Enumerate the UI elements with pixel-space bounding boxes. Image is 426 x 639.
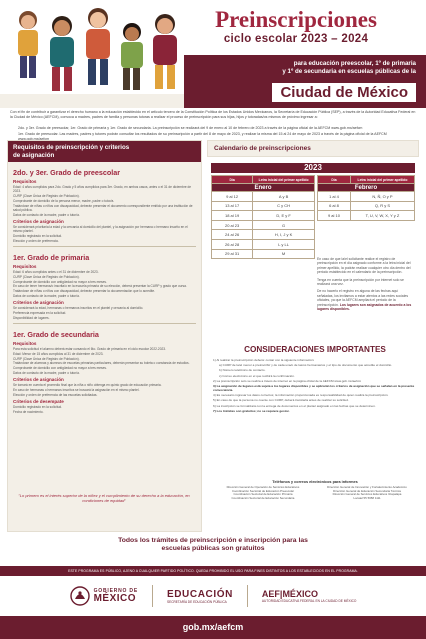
calendar-note: Tenga en cuenta que la preinscripción por internet solo se realizará una vez. — [317, 277, 404, 287]
aef-subtext: AUTORIDAD EDUCATIVA FEDERAL EN LA CIUDAD DE MÉXICO — [261, 599, 357, 603]
table-cell: 20 al 23 — [212, 220, 253, 230]
list-item: Tratándose de alumnas y alumnos de escuelas primarias particulares, deberán presentar su boleta o constancia de estudios. — [13, 361, 190, 366]
table-cell: Q, R y S — [350, 201, 414, 211]
month-label: Enero — [212, 184, 315, 192]
list-item: Comprobante de domicilio con antigüedad no mayor a tres meses. — [13, 366, 107, 371]
list-item: 1) Al realizar la preinscripción deberá: contar con la siguiente información: — [213, 358, 315, 362]
educacion-subtext: SECRETARÍA DE EDUCACIÓN PÚBLICA — [166, 599, 227, 604]
list-item: Domicilio registrado en la solicitud. — [13, 404, 63, 409]
criteria-label: Criterios de asignación — [13, 300, 64, 306]
list-item: En caso de tener hermana/o inscrita/o en la escuela primaria de su elección, deberá presentar la CURP y grado que cursa. — [13, 284, 187, 289]
requirements-label: Requisitos — [13, 263, 37, 269]
calendar-notes — [317, 257, 415, 314]
column-header-day: Día — [212, 176, 253, 184]
list-item: Se considerará la edad, hermanas o hermanos inscritos en el plantel y cercanía al domicilio. — [13, 306, 144, 311]
contact-entry: Coordinación Sectorial de Educación Secundaria — [231, 496, 295, 501]
list-item: b) Número telefónico de contacto. — [219, 368, 266, 373]
contact-column-left — [213, 486, 313, 501]
table-cell: D, E y F — [253, 211, 315, 221]
intro-paragraph: Con el fin de contribuir a garantizar el derecho humano a la educación establecido en el artículo tercero de la Constitución Política de los Estados Unidos Mexicanos, la Secretaría de Educación Pública (SEP), a través de la Autoridad Educativa Federal en la Ciudad de México (AEFCM), convoca a madres, padres de familia y personas tutoras a realizar el proceso de preinscripción para sus hijas, hijos y tutoradas/os mismos de próximo ingresar a: — [10, 110, 416, 119]
contact-info — [213, 480, 417, 530]
tiebreak-label: Criterios de desempate — [13, 398, 64, 404]
contact-entry: Dirección General de Servicios Educativos Iztapalapa — [332, 492, 402, 497]
educacion-logo — [167, 589, 233, 604]
list-item: En caso de hermanas o hermanos inscritos se buscará la asignación en el mismo plantel. — [13, 387, 140, 392]
list-item: 3) La asignación de lugares está sujeta a los lugares disponibles y se aplicarán los criterios de asignación que se señalan en la presente convocatoria. — [213, 383, 415, 392]
section-title-preescolar: 2do. y 3er. Grado de preescolar — [13, 168, 121, 178]
requirements-heading — [8, 141, 201, 162]
list-item: CURP (Clave Única de Registro de Población). — [13, 274, 80, 279]
list-item: Para esta solicitud el alumno deberá estar cursando el 6to. Grado de primaria en el ciclo escolar 2022-2023. — [13, 346, 166, 351]
table-cell: M — [253, 249, 315, 259]
list-item: 4) Es necesario ingresar los datos correctos; la información proporcionada es responsabilidad de quien realiza la preinscripción. — [213, 393, 389, 398]
table-cell: A y B — [253, 192, 315, 202]
educacion-text: EDUCACIÓN — [166, 588, 233, 600]
table-row — [212, 211, 315, 221]
list-item: Se tomará en cuenta el promedio final que la niña o niño obtenga en quinto grado de educación primaria. — [13, 383, 162, 388]
table-row — [212, 230, 315, 240]
table-cell: 1 al 4 — [318, 192, 351, 202]
list-item: Comprobante de domicilio de la persona menor, madre, padre o tutor/a. — [13, 198, 115, 203]
considerations-title: CONSIDERACIONES IMPORTANTES — [244, 345, 386, 354]
requirements-list — [13, 270, 196, 298]
calendar-note-highlight: Los lugares son asignados de acuerdo a los lugares disponibles. — [317, 302, 412, 312]
list-item: 7) Los trámites son gratuitos; no se requiere gestor. — [213, 408, 290, 413]
table-row — [318, 201, 415, 211]
logo-divider — [247, 585, 248, 607]
requirements-list — [13, 185, 196, 217]
list-item: Preferencia expresada en la solicitud. — [13, 310, 67, 315]
requirements-list — [13, 347, 196, 375]
list-item: Edad: 4 años cumplidos para 2do. Grado y 5 años cumplidos para 3er. Grado, en ambos casos, antes o el 31 de diciembre de 2023. — [13, 185, 192, 194]
table-cell: 18 al 19 — [212, 211, 253, 221]
list-item: Domicilio registrado en la solicitud. — [13, 233, 63, 238]
footer-url[interactable]: gob.mx/aefcm — [0, 616, 426, 639]
table-cell: 24 al 26 — [212, 230, 253, 240]
requirements-label: Requisitos — [13, 340, 37, 346]
intro-bullet: 1er. Grado de preescolar. Las madres, padres y tutores podrán consultar los resultados de su preinscripción a partir del 8 de mayo de 2023, y realizar la misma del 15 al 24 de mayo de 2023 a través de la página oficial de la AEFCM www.gob.mx/aefcm — [18, 132, 387, 141]
list-item: Edad: Menor de 15 años cumplidos al 31 de diciembre de 2023. — [13, 351, 104, 356]
criteria-label: Criterios de asignación — [13, 218, 64, 224]
list-item: CURP (Clave Única de Registro de Población). — [13, 356, 80, 361]
list-item: Datos de contacto de la madre, padre o tutor/a. — [13, 293, 80, 298]
list-item: Tratándose de niñas o niños con discapacidad, deberán presentar el documento correspondiente emitido por una institución de salud pública. — [13, 203, 193, 212]
gob-small-text: GOBIERNO DE — [93, 588, 138, 594]
gob-large-text: MÉXICO — [93, 593, 137, 604]
calendar-note — [317, 289, 415, 311]
table-cell: T, U, V, W, X, Y y Z — [350, 211, 414, 221]
mexico-seal-icon — [70, 584, 90, 608]
banner-line-1: Todos los trámites de preinscripción e inscripción para las — [118, 537, 308, 544]
page-title: Preinscripciones — [215, 7, 377, 32]
table-row — [212, 192, 315, 202]
table-cell: G — [253, 220, 315, 230]
list-item: Disponibilidad de lugares. — [13, 315, 50, 320]
ribbon-line-1: para educación preescolar, 1º de primaria — [293, 60, 416, 67]
list-item: Comprobante de domicilio con antigüedad no mayor a tres meses. — [13, 279, 107, 284]
contact-entry: Coordinación Sectorial de Educación Preescolar — [231, 488, 294, 493]
column-header-day: Día — [318, 176, 351, 184]
requirements-heading-line-2: de asignación — [13, 151, 55, 159]
list-item: Se considerará prioritaria la edad y la cercanía al domicilio del plantel, y la asignación por hermana o hermano inscrito en el mismo plantel. — [13, 224, 188, 234]
list-item: Fecha de nacimiento. — [13, 409, 44, 414]
calendar-note-text: De no hacerlo el registro en alguna de las fechas aquí señaladas, los invitamos a estar atentos a las redes sociales oficiales, ya que la AEFCM ampliará el periodo de la preinscripción. — [317, 289, 409, 307]
logo-divider — [152, 585, 153, 607]
levels-ribbon — [184, 55, 426, 108]
table-row — [212, 249, 315, 259]
calendar-table-february — [317, 175, 415, 221]
table-row — [212, 220, 315, 230]
calendar-panel — [207, 140, 419, 532]
month-label: Febrero — [318, 184, 415, 192]
page-subtitle: ciclo escolar 2023 – 2024 — [223, 33, 369, 45]
calendar-heading: Calendario de preinscripciones — [207, 140, 419, 157]
table-cell: H, I, J y K — [253, 230, 315, 240]
table-cell: C y CH — [253, 201, 315, 211]
table-cell: 26 al 28 — [212, 239, 253, 249]
divider — [13, 323, 196, 324]
city-label: Ciudad de México — [272, 83, 416, 102]
section-title-primaria: 1er. Grado de primaria — [13, 252, 90, 262]
criteria-label: Criterios de asignación — [13, 377, 64, 383]
table-cell: N, Ñ, O y P — [350, 192, 414, 202]
legal-band: ESTE PROGRAMA ES PÚBLICO, AJENO A CUALQUIER PARTIDO POLÍTICO. QUEDA PROHIBIDO EL USO PARA FINES DISTINTOS A LOS ESTABLECIDOS EN EL PROGRAMA. — [0, 566, 426, 576]
contact-entry: Dirección General de Educación Secundaria Técnica — [333, 488, 401, 493]
contact-entry: Dirección General de Operación de Servicios Educativos — [226, 485, 300, 489]
table-row — [212, 239, 315, 249]
table-cell: 13 al 17 — [212, 201, 253, 211]
list-item: CURP (Clave Única de Registro de Población). — [13, 194, 80, 199]
contact-columns — [213, 486, 417, 501]
header — [0, 0, 426, 108]
free-procedures-banner — [10, 537, 416, 553]
table-cell: 6 al 8 — [318, 201, 351, 211]
table-cell: 29 al 31 — [212, 249, 253, 259]
list-item: Datos de contacto de la madre, padre o tutor/a. — [13, 212, 80, 217]
calendar-note: En caso de que la/el solicitante realice el registro de preinscripción en el día asignado conforme a la letra inicial del primer apellido, la podrán realizar cualquier otro día dentro del periodo establecido en el calendario de la preinscripción. — [317, 257, 411, 275]
table-row — [318, 211, 415, 221]
section-title-secundaria: 1er. Grado de secundaria — [13, 329, 99, 339]
table-cell: 9 al 10 — [318, 211, 351, 221]
aef-text: AEF|MÉXICO — [261, 589, 318, 599]
criteria-list — [13, 225, 196, 243]
list-item: 6) La inscripción se formalizará con la entrega de documentos en el plantel asignado en las fechas que se determinen. — [213, 403, 376, 408]
ribbon-line-2: y 1º de secundaria en escuelas públicas de la — [282, 67, 416, 75]
children-illustration — [0, 0, 200, 108]
list-item: 2) La preinscripción solo se realiza a través de internet en la página oficial de la AEFCM www.gob.mx/aefcm — [213, 378, 362, 383]
calendar-table-january — [211, 175, 315, 259]
contact-entry: Coordinación Sectorial de Educación Primaria — [233, 492, 293, 497]
contact-entry: Dirección General de Innovación y Fortalecimiento Académico — [327, 485, 407, 489]
divider — [13, 246, 196, 247]
intro-bullet: 2do. y 3er. Grado de preescolar, 1er. Grado de primaria y 1er. Grado de secundaria. La preinscripción se realizará del 9 de enero al 10 de febrero de 2023 a través de la página oficial de la AEFCM www.gob.mx/aefcm — [18, 126, 363, 130]
list-item: Tratándose de niñas o niños con discapacidad, deberán presentar la documentación que lo acredite. — [13, 289, 155, 294]
table-cell: 9 al 12 — [212, 192, 253, 202]
criteria-list — [13, 383, 196, 397]
contact-column-right — [317, 486, 417, 501]
list-item: Elección y orden de preferencia de las escuelas solicitadas. — [13, 392, 98, 397]
column-header-letter: Letra inicial del primer apellido — [350, 176, 414, 184]
list-item: c) Correo electrónico en el que recibirá la confirmación. — [219, 373, 295, 378]
logos-row — [0, 577, 426, 615]
banner-line-2: escuelas públicas son gratuitos — [161, 545, 265, 552]
gobierno-de-mexico-logo — [70, 584, 138, 608]
requirements-heading-line-1: Requisitos de preinscripción y criterios — [13, 144, 130, 151]
quote: "Lo primero es el interés superior de la niñez y el cumplimiento de su derecho a la educación, en condiciones de equidad" — [18, 493, 190, 503]
table-cell: L y LL — [253, 239, 315, 249]
calendar-year: 2023 — [211, 163, 415, 173]
contact-entry: Locatel 55 5658 1111 — [353, 496, 381, 501]
list-item: a) CURP de la/el menor a preinscribir y de cada una/o de las/os hermanas/os y el tipo de documento que acredite el domicilio. — [219, 363, 393, 368]
criteria-list — [13, 306, 196, 320]
tiebreak-list — [13, 405, 196, 414]
list-item: Edad: 6 años cumplidos antes o el 31 de diciembre de 2023. — [13, 269, 99, 274]
requirements-label: Requisitos — [13, 179, 37, 185]
list-item: Datos de contacto de la madre, padre o tutor/a. — [13, 370, 80, 375]
aef-logo — [262, 589, 356, 603]
table-row — [318, 192, 415, 202]
considerations-list — [213, 358, 417, 414]
requirements-panel — [7, 140, 202, 532]
list-item: Elección y orden de preferencia. — [13, 238, 59, 243]
list-item: 5) En caso de que la persona no cuente con CURP, deberá tramitarla antes de realizar su solicitud. — [213, 398, 349, 403]
table-row — [212, 201, 315, 211]
title-block — [180, 8, 412, 45]
column-header-letter: Letra inicial del primer apellido — [253, 176, 315, 184]
contact-title: Teléfonos y correos electrónicos para informes — [272, 480, 358, 484]
